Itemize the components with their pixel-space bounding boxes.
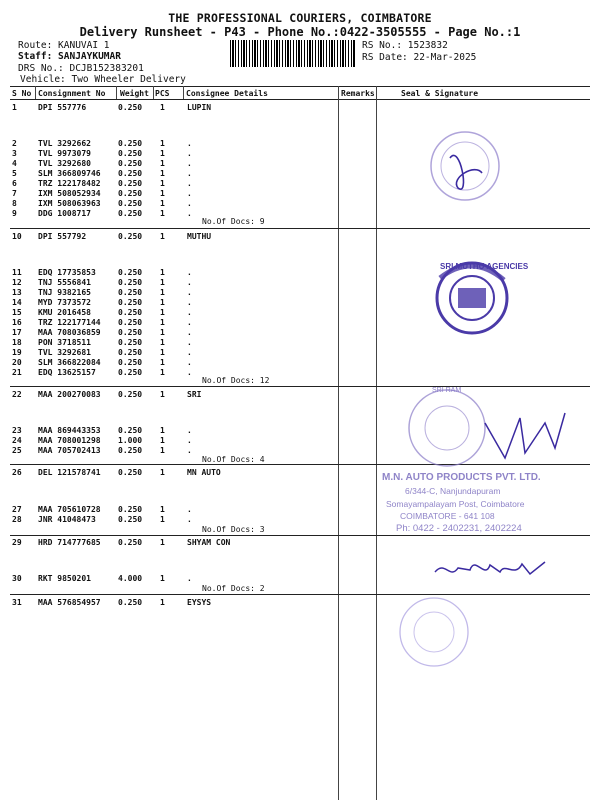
row-pcs: 1	[160, 169, 165, 178]
doc-count: No.Of Docs: 2	[202, 584, 265, 593]
col-remarks: Remarks	[341, 89, 375, 98]
doc-count: No.Of Docs: 9	[202, 217, 265, 226]
route: Route: KANUVAI 1	[18, 40, 110, 51]
row-sno: 23	[12, 426, 22, 435]
row-pcs: 1	[160, 278, 165, 287]
row-consignment: DPI 557792	[38, 232, 87, 241]
row-weight: 0.250	[118, 348, 143, 357]
row-sno: 20	[12, 358, 22, 367]
col-pcs: PCS	[155, 89, 170, 98]
row-consignment: MAA 200270083	[38, 390, 101, 399]
row-consignment: TRZ 122178482	[38, 179, 101, 188]
row-consignee: .	[187, 515, 192, 524]
row-pcs: 1	[160, 505, 165, 514]
row-pcs: 1	[160, 159, 165, 168]
row-consignment: DPI 557776	[38, 103, 87, 112]
row-pcs: 1	[160, 179, 165, 188]
row-weight: 1.000	[118, 436, 143, 445]
row-consignment: HRD 714777685	[38, 538, 101, 547]
row-weight: 0.250	[118, 598, 143, 607]
row-sno: 14	[12, 298, 22, 307]
mn-auto-stamp-line3: Somayampalayam Post, Coimbatore	[386, 499, 525, 509]
table-row	[0, 179, 600, 189]
row-consignee: .	[187, 505, 192, 514]
row-pcs: 1	[160, 426, 165, 435]
row-consignment: EDQ 13625157	[38, 368, 96, 377]
row-consignment: DDG 1008717	[38, 209, 91, 218]
row-sno: 24	[12, 436, 22, 445]
row-consignment: IXM 508052934	[38, 189, 101, 198]
row-consignment: MAA 708036859	[38, 328, 101, 337]
row-weight: 0.250	[118, 268, 143, 277]
row-weight: 0.250	[118, 298, 143, 307]
row-consignment: TVL 3292681	[38, 348, 91, 357]
row-sno: 16	[12, 318, 22, 327]
row-consignee: .	[187, 149, 192, 158]
doc-count: No.Of Docs: 12	[202, 376, 270, 385]
row-sno: 27	[12, 505, 22, 514]
row-consignee: MUTHU	[187, 232, 212, 241]
row-consignee: .	[187, 298, 192, 307]
barcode	[230, 40, 355, 67]
row-sno: 10	[12, 232, 22, 241]
lupin-stamp	[420, 128, 510, 208]
row-pcs: 1	[160, 436, 165, 445]
drs-number: DRS No.: DCJB152383201	[18, 63, 144, 74]
row-sno: 30	[12, 574, 22, 583]
row-pcs: 1	[160, 538, 165, 547]
rs-number: RS No.: 1523832	[362, 40, 448, 51]
row-pcs: 1	[160, 209, 165, 218]
row-consignment: MAA 705702413	[38, 446, 101, 455]
row-consignee: .	[187, 308, 192, 317]
row-consignment: MYD 7373572	[38, 298, 91, 307]
sri-stamp-text: SRI RAM	[432, 387, 462, 394]
row-sno: 18	[12, 338, 22, 347]
row-consignee: .	[187, 368, 192, 377]
row-weight: 0.250	[118, 505, 143, 514]
runsheet-subtitle: Delivery Runsheet - P43 - Phone No.:0422-3505555 - Page No.:1	[79, 25, 521, 39]
row-consignment: MAA 576854957	[38, 598, 101, 607]
mn-auto-stamp-line1: M.N. AUTO PRODUCTS PVT. LTD.	[382, 472, 541, 483]
row-weight: 4.000	[118, 574, 143, 583]
row-weight: 0.250	[118, 149, 143, 158]
row-consignment: TVL 3292662	[38, 139, 91, 148]
row-consignee: SRI	[187, 390, 202, 399]
row-sno: 6	[12, 179, 17, 188]
row-consignee: .	[187, 209, 192, 218]
col-consignee: Consignee Details	[186, 89, 268, 98]
row-pcs: 1	[160, 232, 165, 241]
row-weight: 0.250	[118, 538, 143, 547]
row-pcs: 1	[160, 328, 165, 337]
row-pcs: 1	[160, 318, 165, 327]
row-consignment: TVL 9973079	[38, 149, 91, 158]
row-consignment: KMU 2016458	[38, 308, 91, 317]
row-consignment: MAA 705610728	[38, 505, 101, 514]
col-sno: S No	[12, 89, 32, 98]
row-sno: 11	[12, 268, 22, 277]
doc-count: No.Of Docs: 4	[202, 455, 265, 464]
row-pcs: 1	[160, 103, 165, 112]
row-consignment: SLM 366809746	[38, 169, 101, 178]
row-consignee: .	[187, 139, 192, 148]
row-sno: 15	[12, 308, 22, 317]
row-pcs: 1	[160, 598, 165, 607]
table-row	[0, 199, 600, 209]
row-weight: 0.250	[118, 368, 143, 377]
staff: Staff: SANJAYKUMAR	[18, 51, 121, 62]
table-row	[0, 169, 600, 179]
row-weight: 0.250	[118, 308, 143, 317]
row-pcs: 1	[160, 189, 165, 198]
col-divider	[116, 86, 117, 99]
row-weight: 0.250	[118, 189, 143, 198]
row-consignment: JNR 41048473	[38, 515, 96, 524]
row-weight: 0.250	[118, 159, 143, 168]
row-weight: 0.250	[118, 515, 143, 524]
row-sno: 2	[12, 139, 17, 148]
row-sno: 9	[12, 209, 17, 218]
table-row	[0, 338, 600, 348]
row-consignee: .	[187, 199, 192, 208]
row-weight: 0.250	[118, 468, 143, 477]
row-sno: 25	[12, 446, 22, 455]
row-weight: 0.250	[118, 169, 143, 178]
row-sno: 21	[12, 368, 22, 377]
table-row	[0, 358, 600, 368]
row-weight: 0.250	[118, 139, 143, 148]
row-pcs: 1	[160, 358, 165, 367]
row-pcs: 1	[160, 139, 165, 148]
row-pcs: 1	[160, 298, 165, 307]
row-weight: 0.250	[118, 358, 143, 367]
row-weight: 0.250	[118, 338, 143, 347]
mn-auto-stamp-line5: Ph: 0422 - 2402231, 2402224	[396, 523, 522, 534]
row-consignee: .	[187, 574, 192, 583]
row-pcs: 1	[160, 348, 165, 357]
row-consignee: .	[187, 189, 192, 198]
row-weight: 0.250	[118, 179, 143, 188]
table-top-line	[10, 86, 590, 87]
mn-auto-stamp-line2: 6/344-C, Nanjundapuram	[405, 486, 501, 496]
row-sno: 13	[12, 288, 22, 297]
table-row	[0, 368, 600, 378]
row-consignment: TNJ 9382165	[38, 288, 91, 297]
group-divider	[10, 594, 590, 595]
table-row	[0, 232, 600, 242]
row-weight: 0.250	[118, 278, 143, 287]
row-consignee: .	[187, 318, 192, 327]
row-sno: 22	[12, 390, 22, 399]
muthu-stamp-text: SRI MUTHU AGENCIES	[440, 262, 529, 271]
row-consignment: RKT 9850201	[38, 574, 91, 583]
row-weight: 0.250	[118, 103, 143, 112]
row-consignment: MAA 869443353	[38, 426, 101, 435]
row-pcs: 1	[160, 390, 165, 399]
row-pcs: 1	[160, 288, 165, 297]
mn-auto-stamp-line4: COIMBATORE - 641 108	[400, 511, 495, 521]
eysys-stamp	[392, 590, 477, 670]
row-pcs: 1	[160, 199, 165, 208]
shyam-signature	[430, 550, 560, 590]
row-consignee: MN AUTO	[187, 468, 221, 477]
row-sno: 8	[12, 199, 17, 208]
company-title: THE PROFESSIONAL COURIERS, COIMBATORE	[168, 11, 432, 25]
row-consignee: .	[187, 288, 192, 297]
row-sno: 19	[12, 348, 22, 357]
row-pcs: 1	[160, 149, 165, 158]
row-consignment: TRZ 122177144	[38, 318, 101, 327]
row-sno: 1	[12, 103, 17, 112]
row-pcs: 1	[160, 468, 165, 477]
table-row	[0, 149, 600, 159]
row-pcs: 1	[160, 338, 165, 347]
table-row	[0, 348, 600, 358]
row-pcs: 1	[160, 574, 165, 583]
row-consignee: .	[187, 328, 192, 337]
row-consignee: .	[187, 338, 192, 347]
row-consignee: .	[187, 169, 192, 178]
row-consignee: .	[187, 159, 192, 168]
row-weight: 0.250	[118, 390, 143, 399]
table-row	[0, 209, 600, 219]
row-sno: 7	[12, 189, 17, 198]
col-divider	[183, 86, 184, 99]
row-weight: 0.250	[118, 288, 143, 297]
col-signature: Seal & Signature	[401, 89, 479, 98]
doc-count: No.Of Docs: 3	[202, 525, 265, 534]
row-pcs: 1	[160, 446, 165, 455]
row-pcs: 1	[160, 308, 165, 317]
row-sno: 5	[12, 169, 17, 178]
table-row	[0, 139, 600, 149]
sri-stamp	[395, 383, 580, 473]
row-sno: 31	[12, 598, 22, 607]
row-consignee: .	[187, 436, 192, 445]
row-weight: 0.250	[118, 199, 143, 208]
row-sno: 29	[12, 538, 22, 547]
row-weight: 0.250	[118, 209, 143, 218]
header-bottom-line	[10, 99, 590, 100]
row-consignee: .	[187, 268, 192, 277]
row-sno: 26	[12, 468, 22, 477]
group-divider	[10, 535, 590, 536]
col-divider	[35, 86, 36, 99]
row-consignee: .	[187, 358, 192, 367]
row-pcs: 1	[160, 368, 165, 377]
row-consignment: EDQ 17735853	[38, 268, 96, 277]
group-divider	[10, 228, 590, 229]
row-consignee: .	[187, 446, 192, 455]
row-sno: 12	[12, 278, 22, 287]
table-row	[0, 103, 600, 113]
row-weight: 0.250	[118, 426, 143, 435]
row-consignee: .	[187, 278, 192, 287]
col-divider	[153, 86, 154, 99]
row-consignee: LUPIN	[187, 103, 212, 112]
row-consignee: EYSYS	[187, 598, 212, 607]
table-row	[0, 159, 600, 169]
row-consignee: .	[187, 179, 192, 188]
table-row	[0, 598, 600, 608]
row-consignment: SLM 366822084	[38, 358, 101, 367]
row-sno: 17	[12, 328, 22, 337]
row-consignment: PON 3718511	[38, 338, 91, 347]
row-sno: 28	[12, 515, 22, 524]
row-weight: 0.250	[118, 318, 143, 327]
row-consignee: SHYAM CON	[187, 538, 231, 547]
row-consignee: .	[187, 348, 192, 357]
table-row	[0, 189, 600, 199]
table-row	[0, 538, 600, 548]
row-sno: 4	[12, 159, 17, 168]
row-consignment: TNJ 5556841	[38, 278, 91, 287]
rs-date: RS Date: 22-Mar-2025	[362, 52, 477, 63]
row-consignment: TVL 3292680	[38, 159, 91, 168]
col-weight: Weight	[120, 89, 149, 98]
col-consignment: Consignment No	[38, 89, 106, 98]
row-consignment: MAA 708001298	[38, 436, 101, 445]
row-weight: 0.250	[118, 328, 143, 337]
row-pcs: 1	[160, 268, 165, 277]
row-weight: 0.250	[118, 232, 143, 241]
vehicle: Vehicle: Two Wheeler Delivery	[20, 74, 186, 85]
row-consignment: DEL 121578741	[38, 468, 101, 477]
row-consignment: IXM 508063963	[38, 199, 101, 208]
row-sno: 3	[12, 149, 17, 158]
row-pcs: 1	[160, 515, 165, 524]
row-consignee: .	[187, 426, 192, 435]
row-weight: 0.250	[118, 446, 143, 455]
